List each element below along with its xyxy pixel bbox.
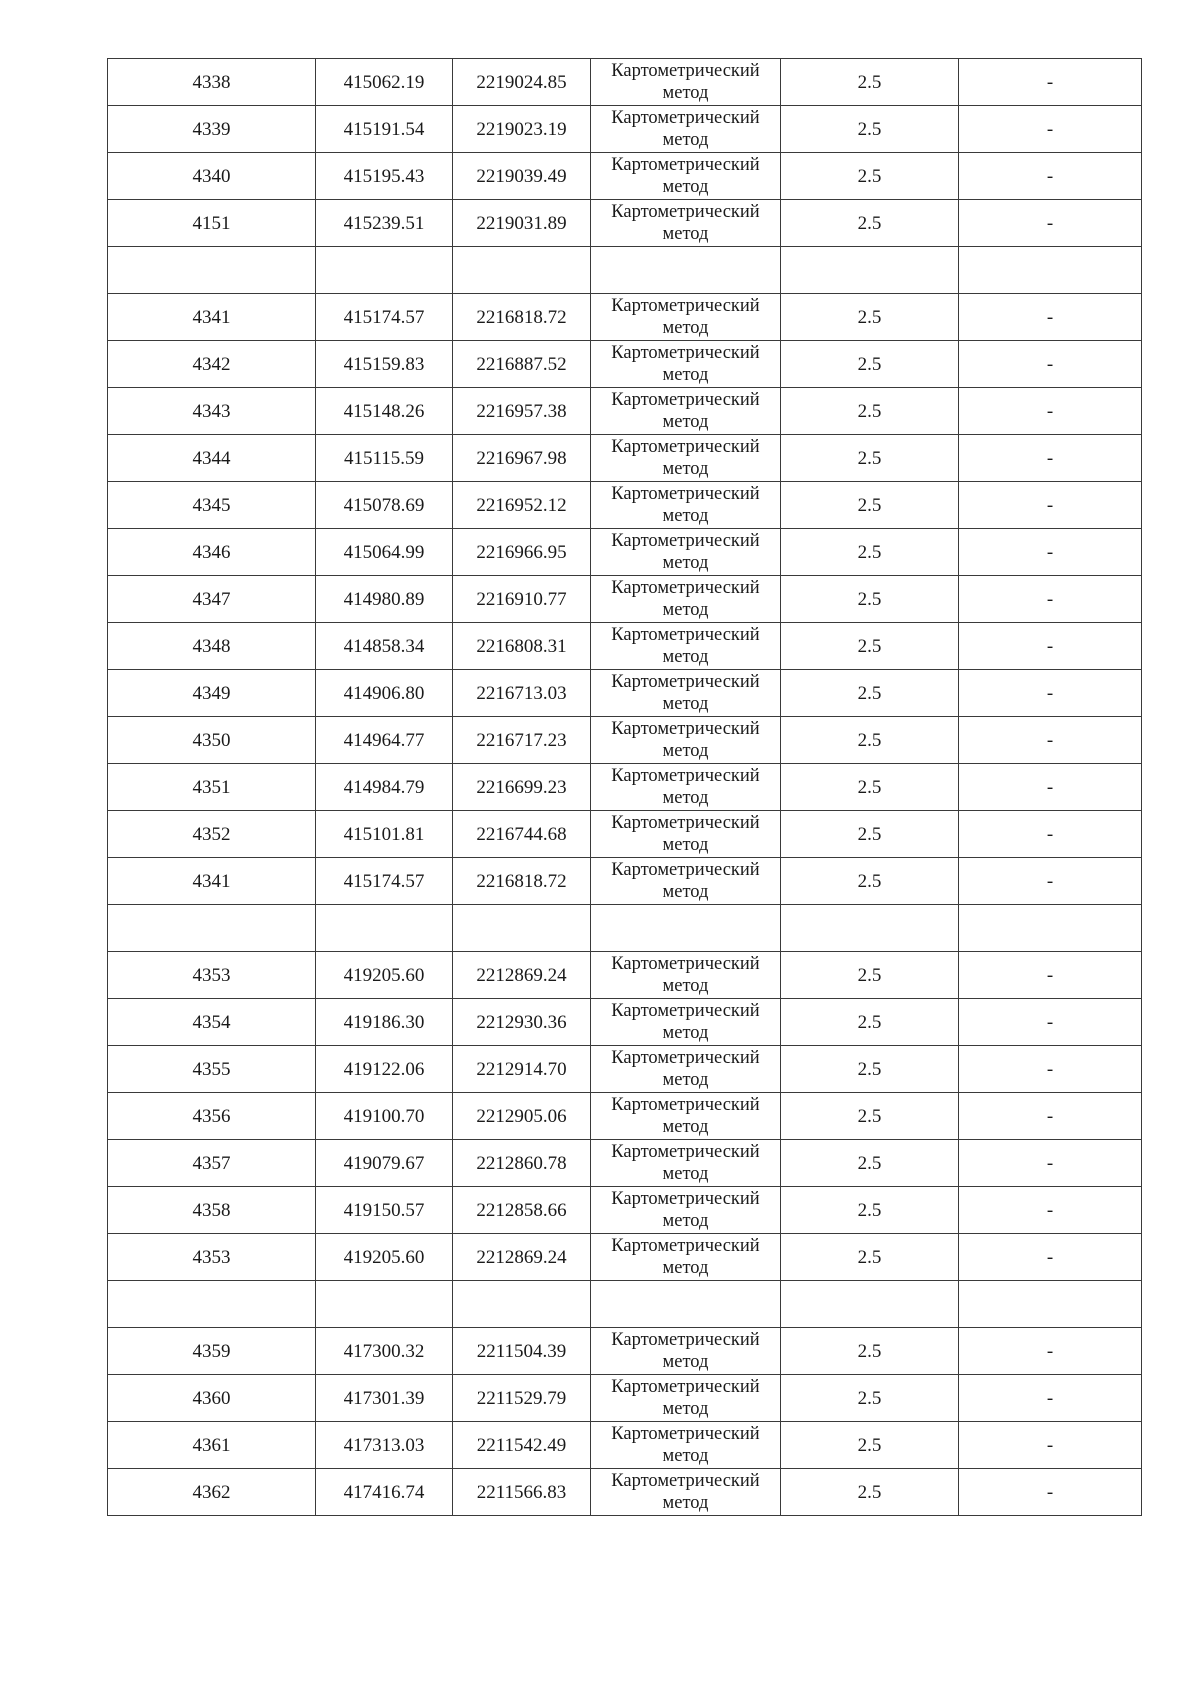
accuracy-cell: 2.5 (781, 341, 959, 388)
table-row (108, 1046, 1142, 1093)
accuracy-cell (781, 905, 959, 952)
method-line-1: Картометрический (611, 531, 760, 551)
method-line-1: Картометрический (611, 1236, 760, 1256)
table-row (108, 1328, 1142, 1375)
point-number-cell: 4356 (108, 1093, 316, 1140)
point-number-cell: 4341 (108, 294, 316, 341)
coordinates-table-body (108, 59, 1142, 1516)
method-line-1: Картометрический (611, 766, 760, 786)
table-row (108, 1234, 1142, 1281)
y-coordinate-cell: 2216818.72 (453, 858, 591, 905)
method-cell (591, 59, 781, 106)
y-coordinate-cell: 2219039.49 (453, 153, 591, 200)
y-coordinate-cell: 2219031.89 (453, 200, 591, 247)
point-number-cell: 4338 (108, 59, 316, 106)
table-row (108, 1093, 1142, 1140)
method-line-1: Картометрический (611, 437, 760, 457)
method-line-1: Картометрический (611, 484, 760, 504)
point-number-cell (108, 905, 316, 952)
accuracy-cell: 2.5 (781, 1375, 959, 1422)
method-line-2: метод (662, 130, 709, 150)
table-row (108, 717, 1142, 764)
x-coordinate-cell: 417300.32 (316, 1328, 453, 1375)
accuracy-cell: 2.5 (781, 1469, 959, 1516)
method-line-2: метод (662, 1117, 709, 1137)
table-row-spacer (108, 247, 1142, 294)
x-coordinate-cell: 414984.79 (316, 764, 453, 811)
point-number-cell: 4348 (108, 623, 316, 670)
method-line-1: Картометрический (611, 296, 760, 316)
method-line-1: Картометрический (611, 202, 760, 222)
x-coordinate-cell: 415064.99 (316, 529, 453, 576)
y-coordinate-cell: 2212914.70 (453, 1046, 591, 1093)
method-line-2: метод (662, 1023, 709, 1043)
point-number-cell: 4352 (108, 811, 316, 858)
point-number-cell: 4353 (108, 952, 316, 999)
y-coordinate-cell: 2216952.12 (453, 482, 591, 529)
method-cell (591, 576, 781, 623)
x-coordinate-cell: 414964.77 (316, 717, 453, 764)
table-row (108, 1187, 1142, 1234)
method-cell (591, 294, 781, 341)
accuracy-cell: 2.5 (781, 294, 959, 341)
method-line-2: метод (662, 694, 709, 714)
point-number-cell (108, 1281, 316, 1328)
y-coordinate-cell (453, 905, 591, 952)
accuracy-cell: 2.5 (781, 811, 959, 858)
point-number-cell: 4343 (108, 388, 316, 435)
y-coordinate-cell: 2212905.06 (453, 1093, 591, 1140)
method-line-1: Картометрический (611, 155, 760, 175)
method-cell (591, 1469, 781, 1516)
method-line-2: метод (662, 647, 709, 667)
y-coordinate-cell: 2216808.31 (453, 623, 591, 670)
note-cell: - (959, 1375, 1142, 1422)
note-cell (959, 1281, 1142, 1328)
y-coordinate-cell: 2216717.23 (453, 717, 591, 764)
method-line-2: метод (662, 83, 709, 103)
method-line-2: метод (662, 1352, 709, 1372)
x-coordinate-cell: 415159.83 (316, 341, 453, 388)
table-row (108, 623, 1142, 670)
method-cell (591, 1375, 781, 1422)
method-cell (591, 670, 781, 717)
y-coordinate-cell: 2216713.03 (453, 670, 591, 717)
y-coordinate-cell: 2216910.77 (453, 576, 591, 623)
accuracy-cell: 2.5 (781, 858, 959, 905)
table-row (108, 200, 1142, 247)
note-cell: - (959, 106, 1142, 153)
y-coordinate-cell: 2219023.19 (453, 106, 591, 153)
table-row (108, 576, 1142, 623)
accuracy-cell: 2.5 (781, 623, 959, 670)
note-cell (959, 905, 1142, 952)
method-cell (591, 1046, 781, 1093)
note-cell: - (959, 1046, 1142, 1093)
method-line-1: Картометрический (611, 61, 760, 81)
x-coordinate-cell: 414858.34 (316, 623, 453, 670)
y-coordinate-cell: 2212869.24 (453, 952, 591, 999)
note-cell: - (959, 1328, 1142, 1375)
method-line-1: Картометрический (611, 1189, 760, 1209)
method-line-2: метод (662, 1211, 709, 1231)
point-number-cell: 4341 (108, 858, 316, 905)
y-coordinate-cell: 2216967.98 (453, 435, 591, 482)
accuracy-cell: 2.5 (781, 670, 959, 717)
accuracy-cell: 2.5 (781, 764, 959, 811)
table-row-spacer (108, 905, 1142, 952)
method-line-2: метод (662, 1258, 709, 1278)
note-cell: - (959, 294, 1142, 341)
method-line-2: метод (662, 177, 709, 197)
table-row (108, 670, 1142, 717)
table-row (108, 952, 1142, 999)
point-number-cell: 4151 (108, 200, 316, 247)
method-line-1: Картометрический (611, 1330, 760, 1350)
x-coordinate-cell: 415101.81 (316, 811, 453, 858)
point-number-cell: 4354 (108, 999, 316, 1046)
method-line-2: метод (662, 1070, 709, 1090)
table-row (108, 153, 1142, 200)
table-row (108, 388, 1142, 435)
method-line-2: метод (662, 224, 709, 244)
accuracy-cell: 2.5 (781, 717, 959, 764)
accuracy-cell: 2.5 (781, 435, 959, 482)
method-line-1: Картометрический (611, 1471, 760, 1491)
method-line-1: Картометрический (611, 954, 760, 974)
x-coordinate-cell: 415078.69 (316, 482, 453, 529)
note-cell: - (959, 764, 1142, 811)
note-cell: - (959, 576, 1142, 623)
y-coordinate-cell: 2212869.24 (453, 1234, 591, 1281)
method-line-1: Картометрический (611, 1048, 760, 1068)
method-line-2: метод (662, 459, 709, 479)
point-number-cell: 4353 (108, 1234, 316, 1281)
method-line-1: Картометрический (611, 578, 760, 598)
table-row (108, 999, 1142, 1046)
method-cell (591, 1234, 781, 1281)
point-number-cell: 4346 (108, 529, 316, 576)
x-coordinate-cell: 417301.39 (316, 1375, 453, 1422)
note-cell: - (959, 153, 1142, 200)
method-line-2: метод (662, 412, 709, 432)
method-cell (591, 952, 781, 999)
note-cell: - (959, 388, 1142, 435)
accuracy-cell: 2.5 (781, 999, 959, 1046)
accuracy-cell: 2.5 (781, 1140, 959, 1187)
method-cell (591, 106, 781, 153)
note-cell: - (959, 1187, 1142, 1234)
x-coordinate-cell (316, 905, 453, 952)
method-cell (591, 153, 781, 200)
x-coordinate-cell: 419079.67 (316, 1140, 453, 1187)
method-line-2: метод (662, 553, 709, 573)
method-line-1: Картометрический (611, 672, 760, 692)
y-coordinate-cell (453, 247, 591, 294)
note-cell: - (959, 200, 1142, 247)
note-cell: - (959, 529, 1142, 576)
x-coordinate-cell: 419205.60 (316, 952, 453, 999)
method-cell (591, 764, 781, 811)
note-cell: - (959, 670, 1142, 717)
note-cell: - (959, 1469, 1142, 1516)
point-number-cell: 4361 (108, 1422, 316, 1469)
method-line-2: метод (662, 788, 709, 808)
method-cell (591, 341, 781, 388)
note-cell: - (959, 811, 1142, 858)
accuracy-cell: 2.5 (781, 1093, 959, 1140)
x-coordinate-cell: 419100.70 (316, 1093, 453, 1140)
x-coordinate-cell (316, 247, 453, 294)
x-coordinate-cell: 415062.19 (316, 59, 453, 106)
table-row (108, 1140, 1142, 1187)
method-line-2: метод (662, 882, 709, 902)
note-cell: - (959, 717, 1142, 764)
note-cell: - (959, 1140, 1142, 1187)
method-line-2: метод (662, 1164, 709, 1184)
table-row (108, 435, 1142, 482)
x-coordinate-cell (316, 1281, 453, 1328)
accuracy-cell: 2.5 (781, 59, 959, 106)
method-line-1: Картометрический (611, 625, 760, 645)
point-number-cell: 4355 (108, 1046, 316, 1093)
note-cell: - (959, 1234, 1142, 1281)
table-row (108, 858, 1142, 905)
table-row (108, 59, 1142, 106)
y-coordinate-cell: 2211504.39 (453, 1328, 591, 1375)
note-cell: - (959, 341, 1142, 388)
accuracy-cell: 2.5 (781, 200, 959, 247)
table-row (108, 341, 1142, 388)
x-coordinate-cell: 415191.54 (316, 106, 453, 153)
table-row (108, 482, 1142, 529)
y-coordinate-cell: 2216699.23 (453, 764, 591, 811)
method-line-2: метод (662, 318, 709, 338)
method-cell (591, 247, 781, 294)
method-cell (591, 1093, 781, 1140)
method-cell (591, 482, 781, 529)
method-line-2: метод (662, 1446, 709, 1466)
accuracy-cell: 2.5 (781, 576, 959, 623)
point-number-cell: 4358 (108, 1187, 316, 1234)
x-coordinate-cell: 415239.51 (316, 200, 453, 247)
accuracy-cell: 2.5 (781, 1328, 959, 1375)
table-row (108, 529, 1142, 576)
method-line-1: Картометрический (611, 860, 760, 880)
method-cell (591, 435, 781, 482)
point-number-cell: 4362 (108, 1469, 316, 1516)
point-number-cell: 4345 (108, 482, 316, 529)
table-row (108, 764, 1142, 811)
method-cell (591, 200, 781, 247)
y-coordinate-cell: 2211566.83 (453, 1469, 591, 1516)
x-coordinate-cell: 414980.89 (316, 576, 453, 623)
point-number-cell: 4351 (108, 764, 316, 811)
x-coordinate-cell: 419122.06 (316, 1046, 453, 1093)
table-row (108, 106, 1142, 153)
method-line-2: метод (662, 1399, 709, 1419)
x-coordinate-cell: 419186.30 (316, 999, 453, 1046)
y-coordinate-cell: 2216957.38 (453, 388, 591, 435)
y-coordinate-cell: 2216744.68 (453, 811, 591, 858)
point-number-cell: 4360 (108, 1375, 316, 1422)
note-cell: - (959, 858, 1142, 905)
table-row (108, 1375, 1142, 1422)
note-cell: - (959, 623, 1142, 670)
point-number-cell: 4359 (108, 1328, 316, 1375)
accuracy-cell: 2.5 (781, 1234, 959, 1281)
x-coordinate-cell: 419205.60 (316, 1234, 453, 1281)
table-row (108, 811, 1142, 858)
note-cell: - (959, 59, 1142, 106)
note-cell: - (959, 999, 1142, 1046)
method-cell (591, 529, 781, 576)
note-cell: - (959, 482, 1142, 529)
point-number-cell: 4357 (108, 1140, 316, 1187)
y-coordinate-cell: 2216966.95 (453, 529, 591, 576)
table-row-spacer (108, 1281, 1142, 1328)
accuracy-cell: 2.5 (781, 388, 959, 435)
y-coordinate-cell: 2212858.66 (453, 1187, 591, 1234)
note-cell (959, 247, 1142, 294)
table-row (108, 294, 1142, 341)
coordinates-table (107, 58, 1142, 1516)
point-number-cell: 4349 (108, 670, 316, 717)
y-coordinate-cell (453, 1281, 591, 1328)
method-line-1: Картометрический (611, 1424, 760, 1444)
x-coordinate-cell: 415148.26 (316, 388, 453, 435)
point-number-cell: 4350 (108, 717, 316, 764)
method-line-2: метод (662, 976, 709, 996)
method-line-1: Картометрический (611, 813, 760, 833)
point-number-cell: 4340 (108, 153, 316, 200)
y-coordinate-cell: 2211529.79 (453, 1375, 591, 1422)
method-cell (591, 858, 781, 905)
method-line-1: Картометрический (611, 108, 760, 128)
accuracy-cell: 2.5 (781, 1187, 959, 1234)
method-line-2: метод (662, 741, 709, 761)
method-cell (591, 1187, 781, 1234)
method-cell (591, 811, 781, 858)
y-coordinate-cell: 2219024.85 (453, 59, 591, 106)
method-cell (591, 717, 781, 764)
table-row (108, 1469, 1142, 1516)
accuracy-cell: 2.5 (781, 1422, 959, 1469)
method-cell (591, 1422, 781, 1469)
accuracy-cell: 2.5 (781, 952, 959, 999)
x-coordinate-cell: 414906.80 (316, 670, 453, 717)
method-cell (591, 999, 781, 1046)
x-coordinate-cell: 417313.03 (316, 1422, 453, 1469)
x-coordinate-cell: 415115.59 (316, 435, 453, 482)
x-coordinate-cell: 415174.57 (316, 294, 453, 341)
method-line-2: метод (662, 835, 709, 855)
accuracy-cell: 2.5 (781, 529, 959, 576)
accuracy-cell: 2.5 (781, 482, 959, 529)
method-cell (591, 1140, 781, 1187)
method-cell (591, 1281, 781, 1328)
note-cell: - (959, 435, 1142, 482)
table-row (108, 1422, 1142, 1469)
y-coordinate-cell: 2216887.52 (453, 341, 591, 388)
x-coordinate-cell: 417416.74 (316, 1469, 453, 1516)
method-line-2: метод (662, 365, 709, 385)
method-line-2: метод (662, 600, 709, 620)
accuracy-cell: 2.5 (781, 1046, 959, 1093)
accuracy-cell (781, 247, 959, 294)
point-number-cell: 4342 (108, 341, 316, 388)
point-number-cell: 4347 (108, 576, 316, 623)
y-coordinate-cell: 2212860.78 (453, 1140, 591, 1187)
accuracy-cell: 2.5 (781, 153, 959, 200)
method-cell (591, 905, 781, 952)
method-line-1: Картометрический (611, 1095, 760, 1115)
point-number-cell: 4344 (108, 435, 316, 482)
method-line-1: Картометрический (611, 343, 760, 363)
method-line-1: Картометрический (611, 1142, 760, 1162)
y-coordinate-cell: 2212930.36 (453, 999, 591, 1046)
x-coordinate-cell: 415195.43 (316, 153, 453, 200)
method-cell (591, 623, 781, 670)
note-cell: - (959, 952, 1142, 999)
point-number-cell (108, 247, 316, 294)
method-line-1: Картометрический (611, 719, 760, 739)
method-line-1: Картометрический (611, 1377, 760, 1397)
point-number-cell: 4339 (108, 106, 316, 153)
method-line-2: метод (662, 506, 709, 526)
x-coordinate-cell: 415174.57 (316, 858, 453, 905)
method-cell (591, 1328, 781, 1375)
note-cell: - (959, 1093, 1142, 1140)
y-coordinate-cell: 2211542.49 (453, 1422, 591, 1469)
y-coordinate-cell: 2216818.72 (453, 294, 591, 341)
note-cell: - (959, 1422, 1142, 1469)
accuracy-cell (781, 1281, 959, 1328)
method-line-1: Картометрический (611, 390, 760, 410)
accuracy-cell: 2.5 (781, 106, 959, 153)
method-line-1: Картометрический (611, 1001, 760, 1021)
method-line-2: метод (662, 1493, 709, 1513)
method-cell (591, 388, 781, 435)
x-coordinate-cell: 419150.57 (316, 1187, 453, 1234)
